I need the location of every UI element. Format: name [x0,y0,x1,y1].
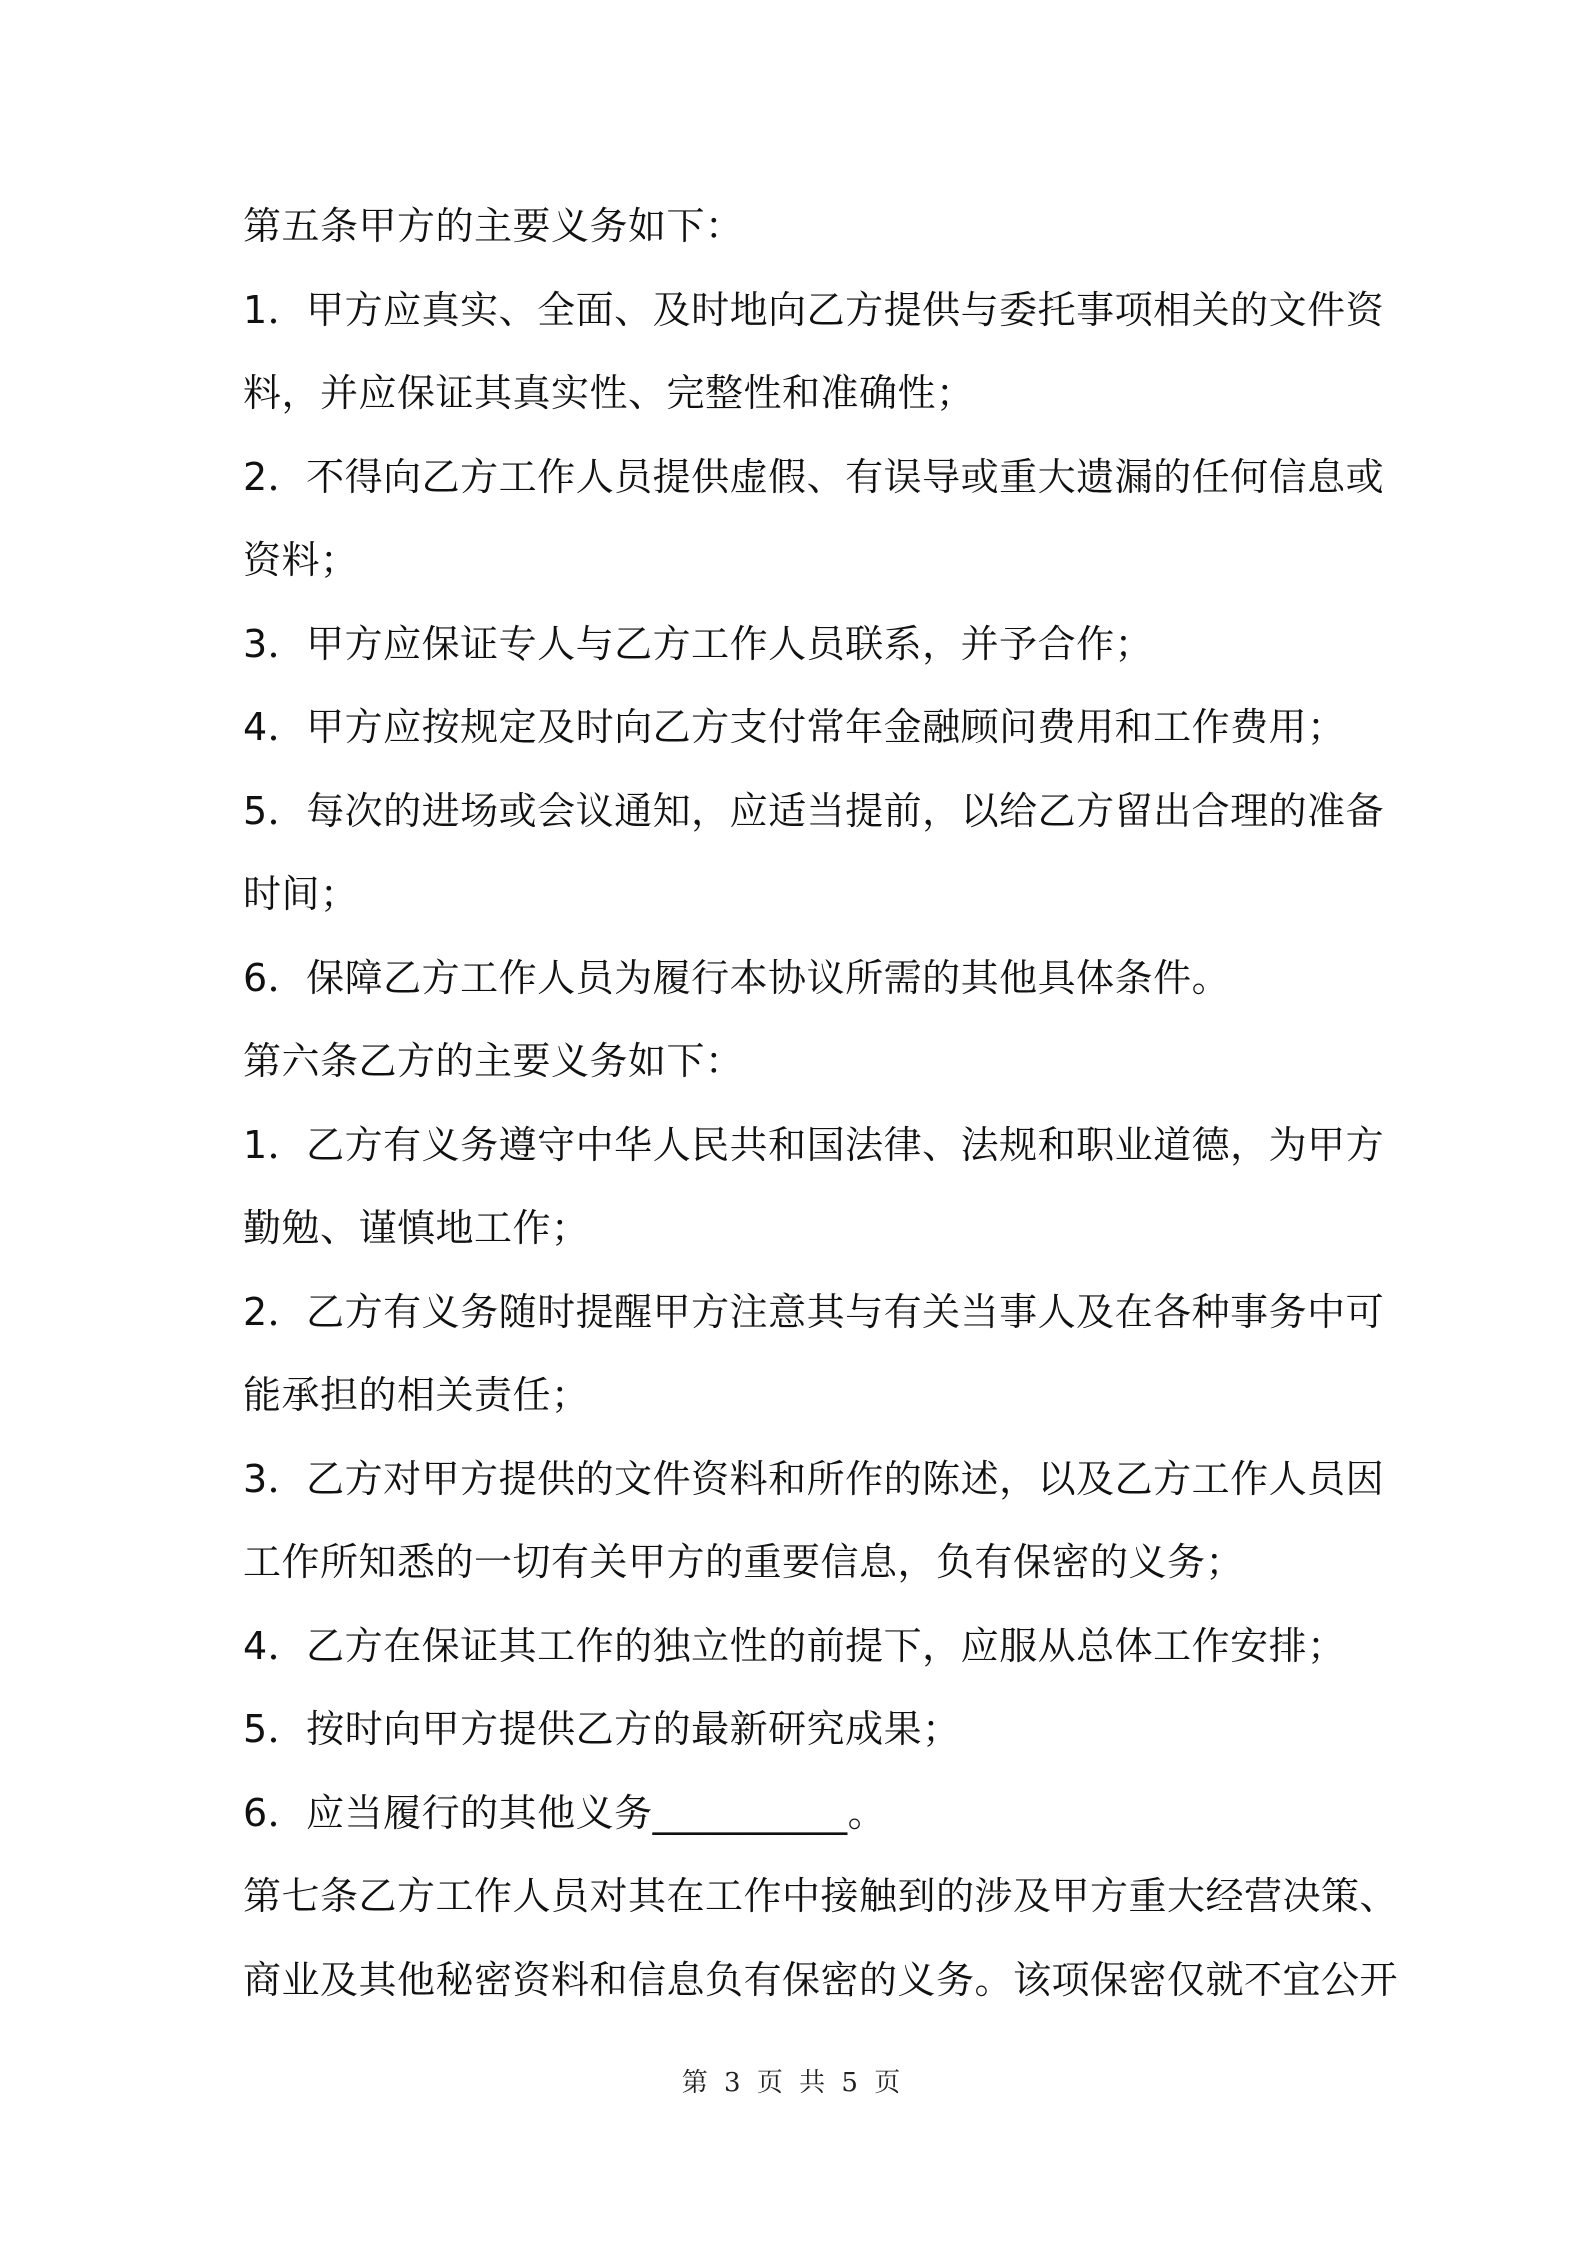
paragraph-line: 4．甲方应按规定及时向乙方支付常年金融顾问费用和工作费用； [243,705,1346,749]
paragraph-line: 能承担的相关责任； [243,1373,590,1417]
paragraph-line: 2．乙方有义务随时提醒甲方注意其与有关当事人及在各种事务中可 [243,1289,1385,1334]
paragraph-line: 3．甲方应保证专人与乙方工作人员联系，并予合作； [243,621,1154,666]
paragraph-line: 勤勉、谨慎地工作； [243,1206,590,1250]
paragraph-line: 2．不得向乙方工作人员提供虚假、有误导或重大遗漏的任何信息或 [243,454,1385,499]
article-7-line: 第七条乙方工作人员对其在工作中接触到的涉及甲方重大经营决策、 [243,1874,1399,1918]
document-body [243,196,1399,2033]
paragraph-line: 1．乙方有义务遵守中华人民共和国法律、法规和职业道德，为甲方 [243,1122,1385,1167]
paragraph-line: 3．乙方对甲方提供的文件资料和所作的陈述，以及乙方工作人员因 [243,1456,1385,1501]
article-6-heading: 第六条乙方的主要义务如下： [243,1039,744,1083]
paragraph-line: 料，并应保证其真实性、完整性和准确性； [243,371,975,415]
paragraph-line: 1．甲方应真实、全面、及时地向乙方提供与委托事项相关的文件资 [243,287,1385,332]
paragraph-line: 时间； [243,872,359,916]
page-footer: 第 3 页 共 5 页 [681,2068,905,2098]
article-5-heading: 第五条甲方的主要义务如下： [243,204,744,248]
paragraph-line: 5．按时向甲方提供乙方的最新研究成果； [243,1707,961,1751]
paragraph-line: 4．乙方在保证其工作的独立性的前提下，应服从总体工作安排； [243,1623,1346,1668]
paragraph-line: 6．保障乙方工作人员为履行本协议所需的其他具体条件。 [243,955,1231,1000]
paragraph-line: 资料； [243,538,359,582]
paragraph-line: 6．应当履行的其他义务__________。 [243,1790,887,1835]
paragraph-line: 5．每次的进场或会议通知，应适当提前，以给乙方留出合理的准备 [243,788,1385,833]
paragraph-line: 工作所知悉的一切有关甲方的重要信息，负有保密的义务； [243,1540,1245,1584]
paragraph-line: 商业及其他秘密资料和信息负有保密的义务。该项保密仅就不宜公开 [243,1957,1399,2002]
